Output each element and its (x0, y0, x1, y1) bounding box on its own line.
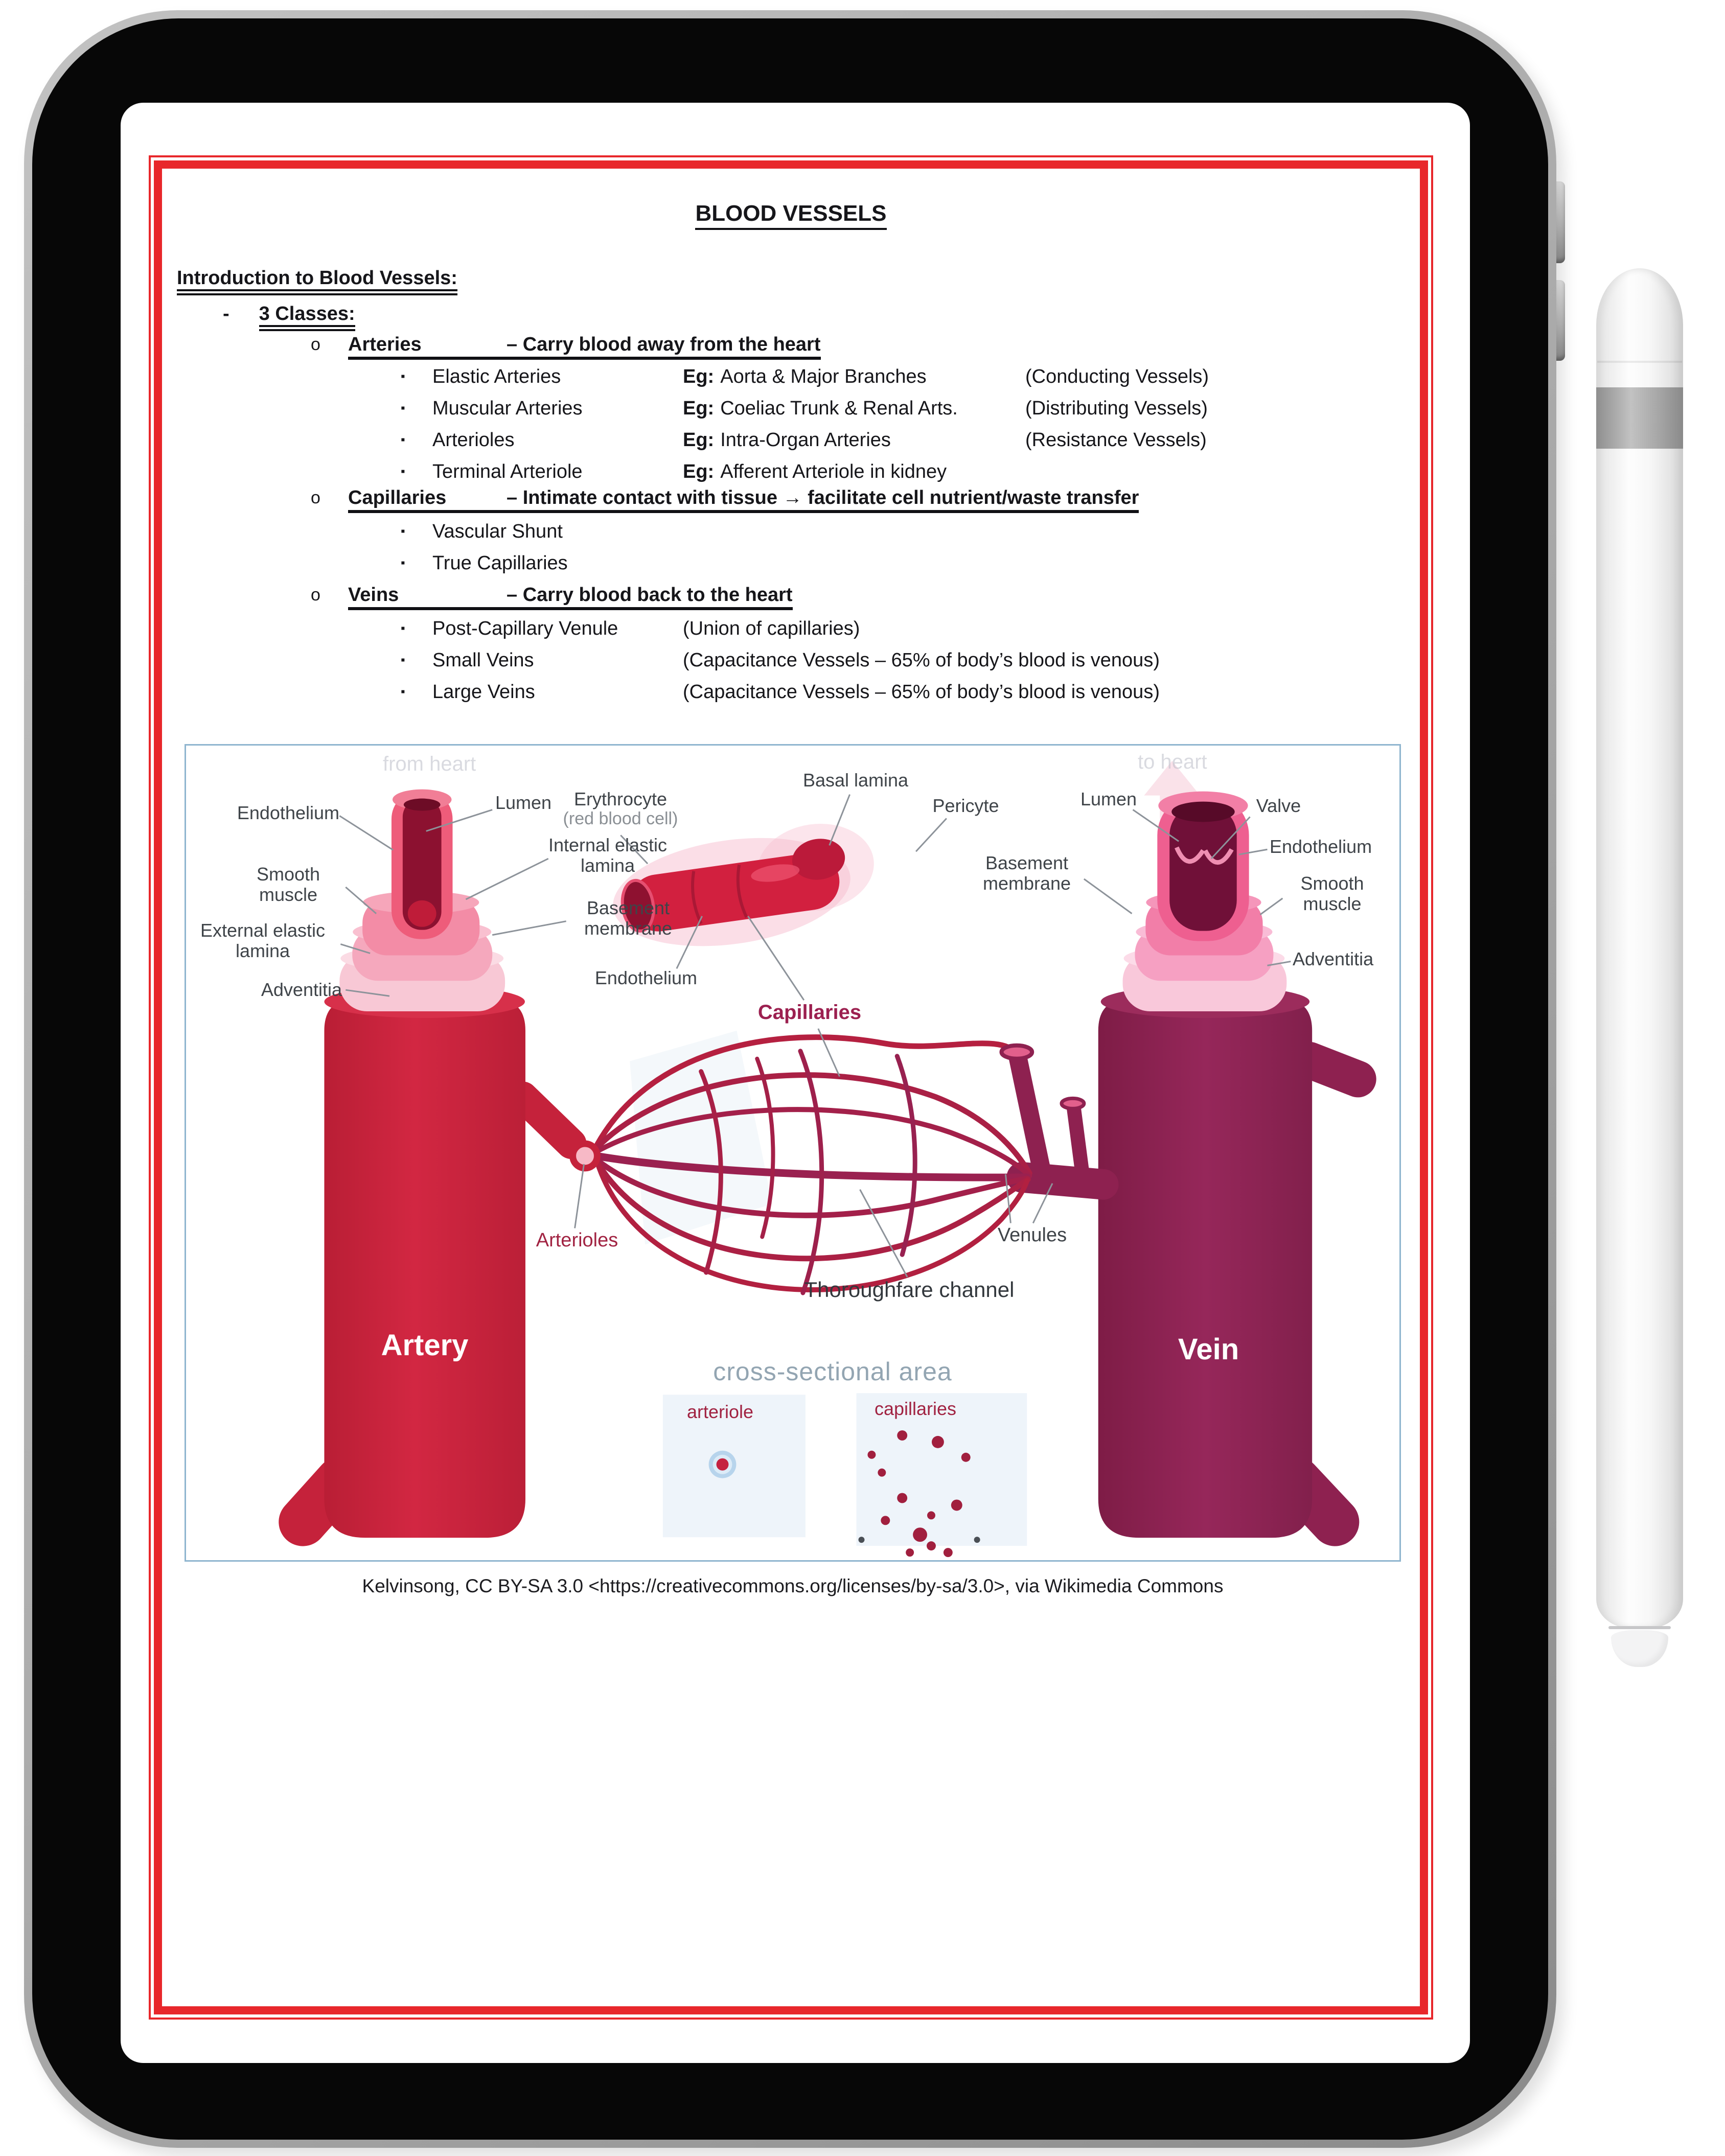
item-name: Arterioles (432, 429, 515, 451)
label-thoroughfare-channel: Thoroughfare channel (804, 1278, 1015, 1302)
section-head-capillaries (121, 487, 1429, 514)
item-name: Post-Capillary Venule (432, 618, 618, 639)
stylus-cap-seam (1597, 361, 1682, 363)
venule-opening (1001, 1046, 1032, 1059)
label-smooth-muscle-vein: Smooth muscle (1300, 873, 1364, 914)
blood-vessel-figure (185, 744, 1401, 1562)
list-item (121, 461, 1429, 488)
list-item (121, 521, 1429, 547)
section-name: Arteries (348, 334, 422, 355)
eg-label: Eg: (683, 429, 715, 451)
label-artery: Artery (381, 1329, 469, 1362)
item-example: Coeliac Trunk & Renal Arts. (720, 398, 958, 419)
label-adventitia-artery: Adventitia (261, 979, 342, 1000)
venule-opening-small (1062, 1098, 1084, 1108)
bullet-o: o (311, 585, 320, 605)
section-name: Veins (348, 584, 399, 606)
eg-label: Eg: (683, 461, 715, 482)
bullet-square: ▪ (401, 685, 405, 699)
list-item (121, 650, 1429, 676)
bullet-square: ▪ (401, 369, 405, 383)
section-head-veins (121, 584, 1429, 611)
bullet-square: ▪ (401, 621, 405, 635)
item-example: (Capacitance Vessels – 65% of body’s blood is venous) (683, 681, 1160, 703)
label-cs-capillaries: capillaries (874, 1398, 957, 1419)
bullet-o: o (311, 488, 320, 507)
section-tagline: – Intimate contact with tissue → facilitate cell nutrient/waste transfer (507, 487, 1139, 508)
item-note: (Resistance Vessels) (1025, 429, 1207, 451)
eg-label: Eg: (683, 398, 715, 419)
page-title: BLOOD VESSELS (149, 201, 1433, 230)
item-name: Large Veins (432, 681, 535, 703)
section-head-arteries (121, 334, 1429, 360)
bullet-square: ▪ (401, 556, 405, 570)
stylus-silver-band (1596, 387, 1683, 449)
bullet-square: ▪ (401, 401, 405, 415)
label-lumen-vein: Lumen (1080, 789, 1137, 809)
label-vein: Vein (1178, 1333, 1239, 1366)
stylus-tip (1611, 1630, 1668, 1667)
label-erythrocyte (544, 789, 697, 828)
label-smooth-muscle-artery: Smooth muscle (256, 864, 320, 905)
item-name: Elastic Arteries (432, 366, 561, 387)
label-arterioles: Arterioles (536, 1230, 618, 1251)
stylus-body (1596, 268, 1683, 1629)
bullet-square: ▪ (401, 524, 405, 538)
dash-bullet: - (223, 303, 229, 324)
tablet-bezel (32, 18, 1548, 2140)
classes-heading: 3 Classes: (259, 303, 355, 331)
erythrocyte-text: Erythrocyte (573, 789, 668, 809)
bullet-o: o (311, 335, 320, 354)
bullet-square: ▪ (401, 433, 405, 447)
item-example: Aorta & Major Branches (720, 366, 927, 387)
label-pericyte: Pericyte (932, 795, 999, 816)
item-example: Intra-Organ Arteries (720, 429, 891, 451)
item-note: (Distributing Vessels) (1025, 398, 1208, 419)
image-attribution: Kelvinsong, CC BY-SA 3.0 <https://creativecommons.org/licenses/by-sa/3.0>, via Wikimedia Commons (362, 1575, 1224, 1596)
list-item (121, 618, 1429, 644)
list-item (121, 429, 1429, 456)
watermark-to-heart: to heart (1138, 751, 1207, 773)
label-basement-membrane-vein: Basement membrane (982, 852, 1071, 894)
label-external-elastic-lamina: External elastic lamina (200, 920, 326, 961)
capillary-network (593, 1037, 1103, 1293)
arteriole-opening (573, 1144, 597, 1168)
bullet-square: ▪ (401, 653, 405, 667)
label-venules: Venules (997, 1224, 1067, 1246)
list-item (121, 366, 1429, 392)
section-tagline: – Carry blood away from the heart (507, 334, 821, 355)
label-endothelium-vein: Endothelium (1270, 836, 1372, 857)
classes-line (223, 303, 355, 331)
item-example: (Capacitance Vessels – 65% of body’s blood is venous) (683, 650, 1160, 671)
item-name: True Capillaries (432, 552, 568, 574)
list-item (121, 681, 1429, 708)
item-note: (Conducting Vessels) (1025, 366, 1209, 387)
label-adventitia-vein: Adventitia (1293, 948, 1374, 969)
stylus-collar (1608, 1626, 1671, 1629)
list-item (121, 552, 1429, 579)
erythrocyte-subtext: (red blood cell) (563, 808, 678, 828)
list-item (121, 398, 1429, 424)
eg-label: Eg: (683, 366, 715, 387)
label-cs-arteriole: arteriole (686, 1401, 754, 1422)
section-tagline: – Carry blood back to the heart (507, 584, 793, 606)
item-name: Muscular Arteries (432, 398, 583, 419)
watermark-from-heart: from heart (383, 753, 476, 775)
item-example: (Union of capillaries) (683, 618, 860, 639)
label-valve: Valve (1256, 795, 1301, 816)
item-example: Afferent Arteriole in kidney (720, 461, 947, 482)
label-lumen-artery: Lumen (495, 792, 552, 813)
intro-heading: Introduction to Blood Vessels: (177, 267, 457, 295)
label-endothelium-capillary: Endothelium (594, 967, 698, 988)
vessel-illustration (186, 746, 1399, 1560)
bullet-square: ▪ (401, 465, 405, 478)
label-internal-elastic-lamina: Internal elastic lamina (548, 834, 668, 876)
tablet-screen[interactable] (121, 103, 1470, 2063)
item-name: Vascular Shunt (432, 521, 563, 542)
label-endothelium-artery: Endothelium (237, 802, 339, 823)
label-capillaries: Capillaries (757, 1001, 862, 1024)
label-basal-lamina: Basal lamina (802, 770, 909, 791)
tablet-frame (24, 10, 1556, 2148)
item-name: Small Veins (432, 650, 534, 671)
arteriole-dot (717, 1458, 729, 1471)
label-basement-membrane-artery: Basement membrane (584, 897, 673, 939)
section-name: Capillaries (348, 487, 447, 508)
label-cross-sectional-area: cross-sectional area (713, 1357, 952, 1386)
item-name: Terminal Arteriole (432, 461, 583, 482)
